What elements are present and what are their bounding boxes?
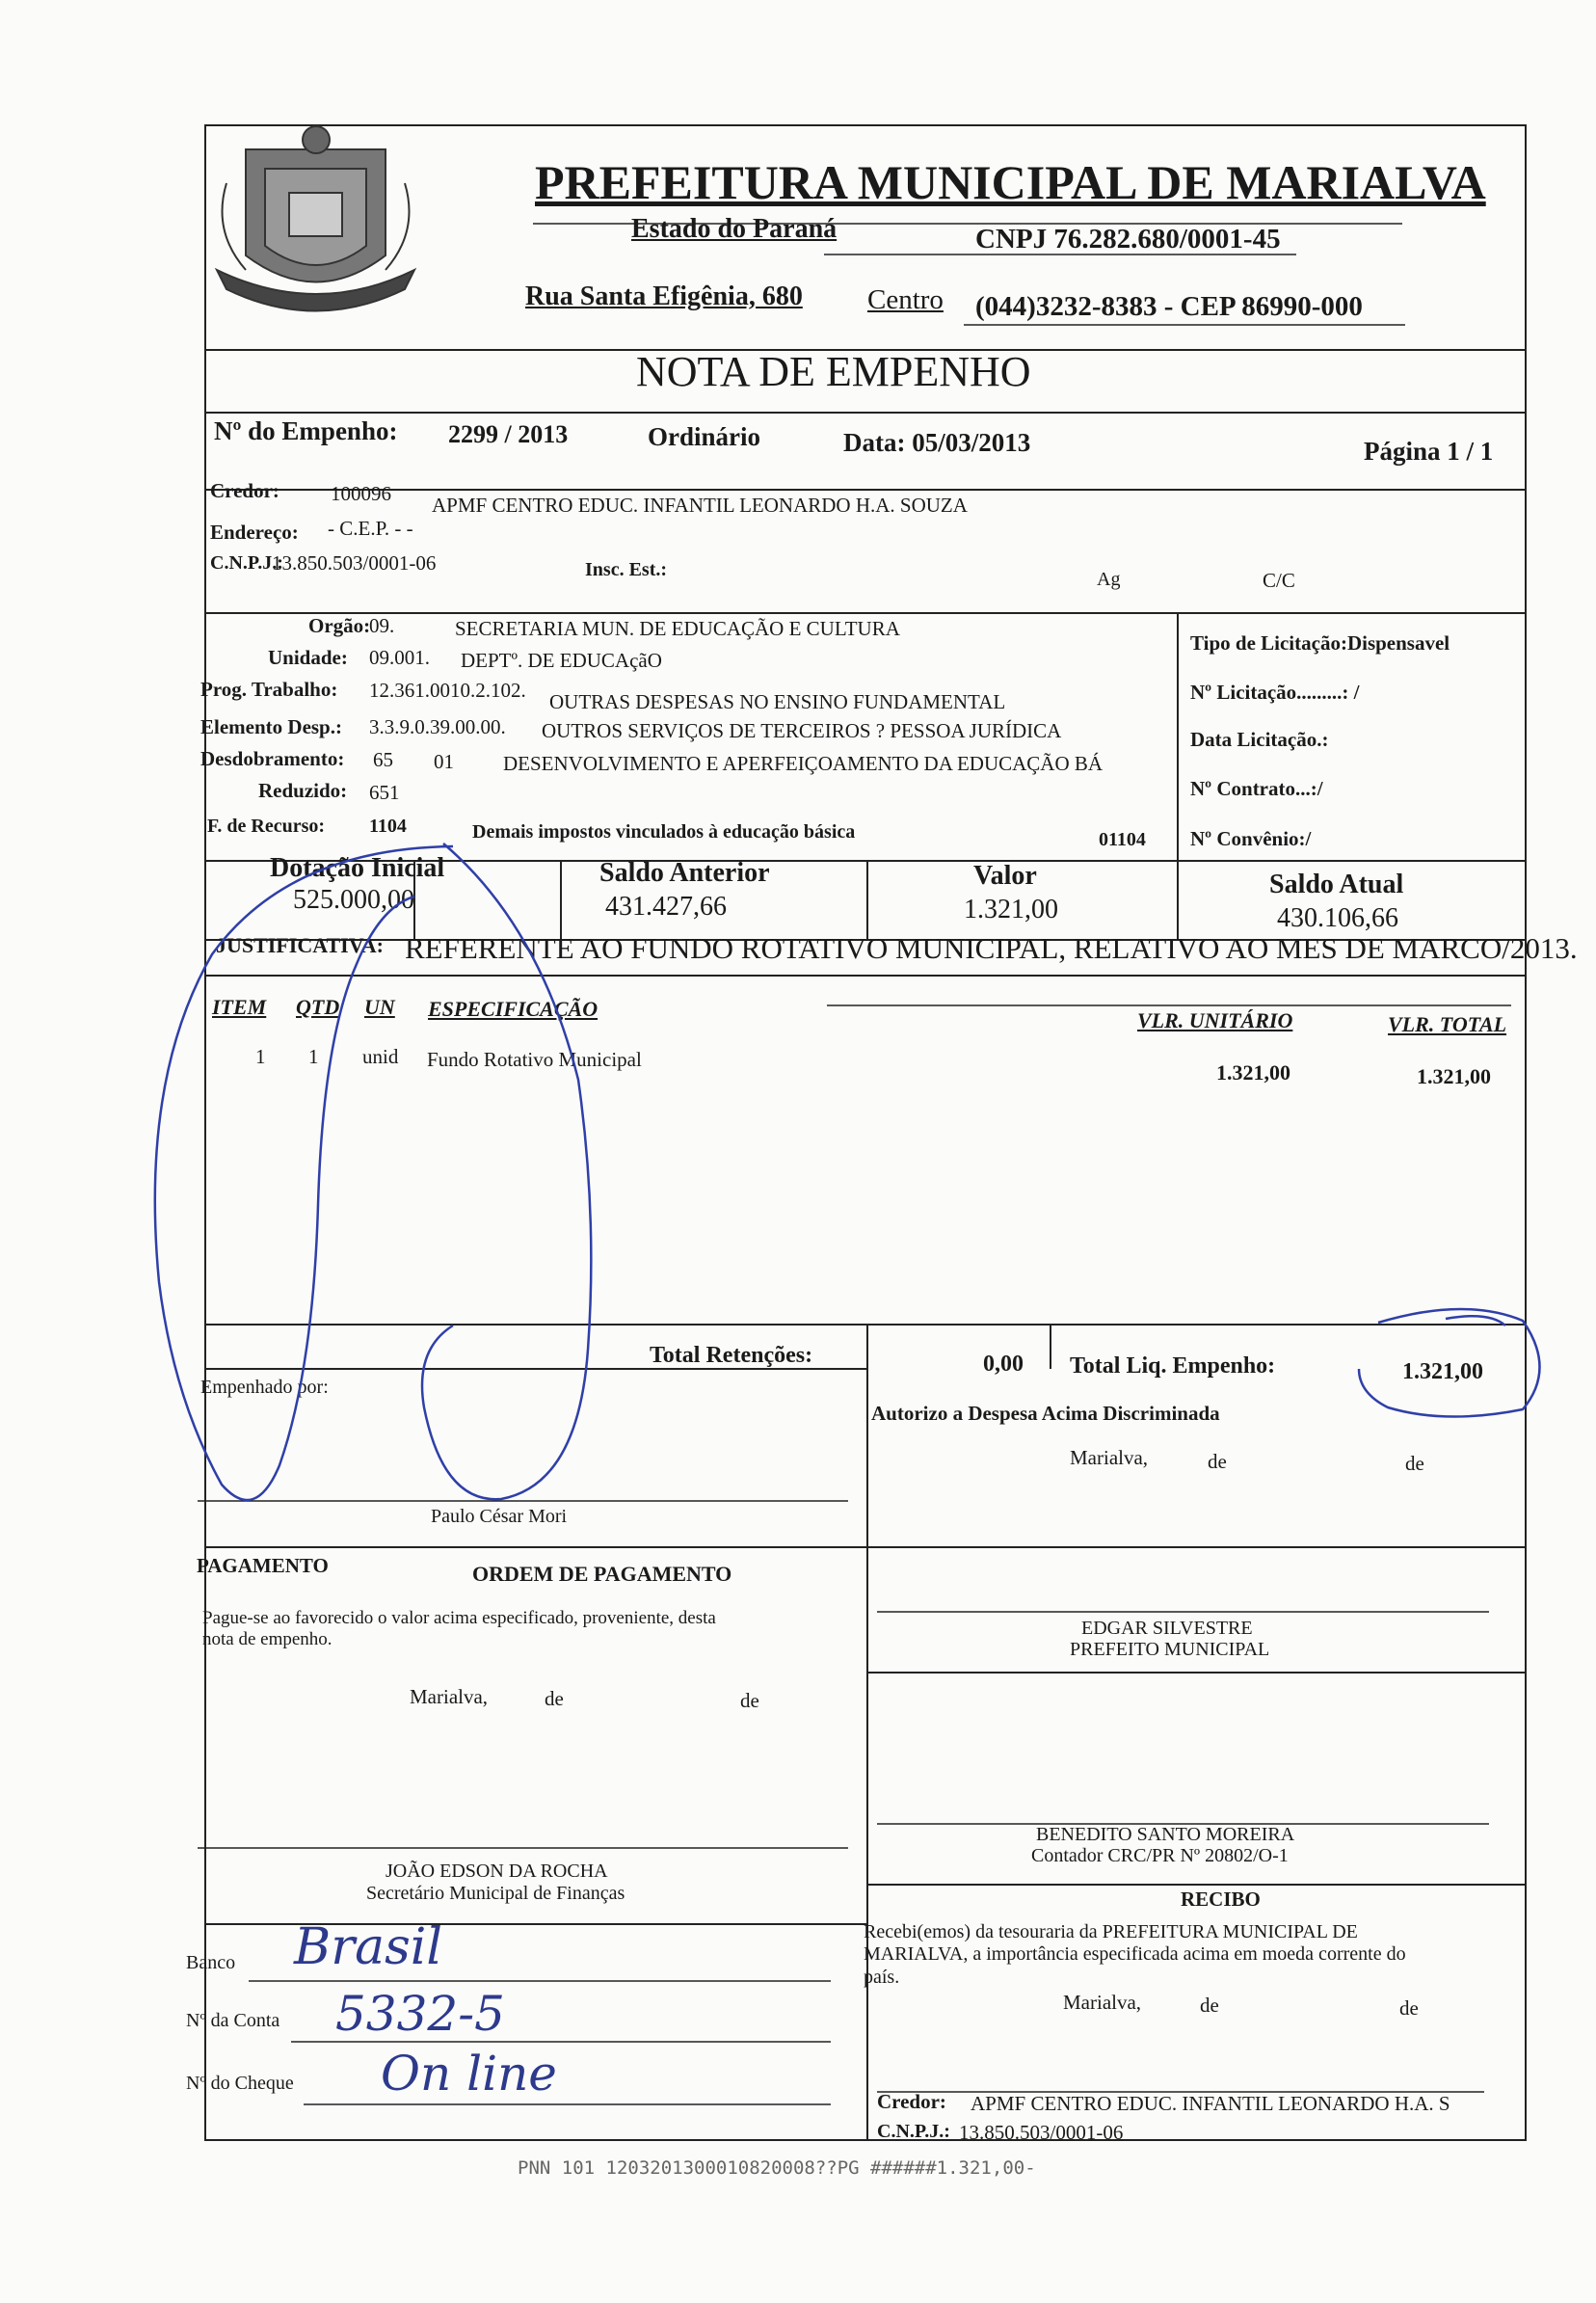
ink-oval-total <box>1359 1309 1540 1417</box>
valor-label: Valor <box>973 861 1037 891</box>
justificativa-text: REFERENTE AO FUNDO ROTATIVO MUNICIPAL, RELATIVO AO MES DE MARCO/2013. <box>405 931 1578 965</box>
recibo-cnpj: 13.850.503/0001-06 <box>959 2121 1124 2144</box>
prog-trabalho-label: Prog. Trabalho: <box>200 678 338 701</box>
row-espec: Fundo Rotativo Municipal <box>427 1048 642 1071</box>
recibo-texto-1: Recebi(emos) da tesouraria da PREFEITURA MUNICIPAL DE <box>864 1921 1358 1942</box>
credor-name: APMF CENTRO EDUC. INFANTIL LEONARDO H.A. SOUZA <box>432 494 968 517</box>
col-unit-header: VLR. UNITÁRIO <box>1137 1008 1293 1032</box>
recibo-cnpj-label: C.N.P.J.: <box>877 2121 950 2142</box>
liquido-value: 1.321,00 <box>1402 1359 1483 1384</box>
state-name: Estado do Paraná <box>631 214 838 244</box>
autorizo-de-1: de <box>1208 1450 1227 1473</box>
empenho-number: 2299 / 2013 <box>448 420 569 448</box>
orgao-label: Orgão: <box>308 614 371 637</box>
desdobramento-code1: 65 <box>373 748 393 771</box>
saldo-anterior-label: Saldo Anterior <box>599 858 770 888</box>
banco-handwritten: Brasil <box>294 1918 443 1976</box>
recibo-texto-2: MARIALVA, a importância especificada acima em moeda corrente do <box>864 1943 1406 1965</box>
secretario-nome: JOÃO EDSON DA ROCHA <box>386 1861 608 1882</box>
saldo-anterior-value: 431.427,66 <box>605 892 727 922</box>
prefeitura-title: PREFEITURA MUNICIPAL DE MARIALVA <box>535 155 1486 209</box>
retencoes-value: 0,00 <box>983 1352 1024 1377</box>
recurso-code: 1104 <box>369 816 407 837</box>
row-total-value: 1.321,00 <box>1417 1064 1491 1088</box>
numero-contrato: Nº Contrato...:/ <box>1190 777 1323 800</box>
prefeito-nome: EDGAR SILVESTRE <box>1081 1618 1253 1639</box>
prog-trabalho-name: OUTRAS DESPESAS NO ENSINO FUNDAMENTAL <box>549 690 1006 713</box>
row-item: 1 <box>255 1045 266 1068</box>
recurso-label: F. de Recurso: <box>207 816 326 837</box>
contador-nome: BENEDITO SANTO MOREIRA <box>1036 1824 1295 1845</box>
valor-value: 1.321,00 <box>964 895 1058 924</box>
empenho-date: Data: 05/03/2013 <box>843 428 1031 457</box>
phone-cep: (044)3232-8383 - CEP 86990-000 <box>975 291 1363 322</box>
col-total-header: VLR. TOTAL <box>1388 1012 1507 1036</box>
nota-empenho-title: NOTA DE EMPENHO <box>636 348 1031 395</box>
col-espec-header: ESPECIFICAÇÃO <box>428 997 598 1021</box>
pagamento-texto-1: Pague-se ao favorecido o valor acima especificado, proveniente, desta <box>202 1608 716 1628</box>
cheque-handwritten: On line <box>381 2046 557 2102</box>
insc-est-label: Insc. Est.: <box>585 559 668 580</box>
district: Centro <box>867 284 944 315</box>
address-label: Endereço: <box>210 521 299 544</box>
col-item-header: ITEM <box>212 995 267 1019</box>
prog-trabalho-code: 12.361.0010.2.102. <box>369 679 526 702</box>
desdobramento-code2: 01 <box>434 750 454 773</box>
recurso-number: 01104 <box>1099 829 1146 850</box>
col-un-header: UN <box>364 995 395 1019</box>
pagamento-de-2: de <box>740 1689 759 1712</box>
autorizo-local: Marialva, <box>1070 1446 1149 1469</box>
dotacao-value: 525.000,00 <box>293 885 414 915</box>
conta-label: Nº da Conta <box>186 2010 280 2031</box>
recibo-title: RECIBO <box>1181 1888 1261 1911</box>
saldo-atual-value: 430.106,66 <box>1277 903 1398 933</box>
pagamento-label: PAGAMENTO <box>197 1554 329 1577</box>
desdobramento-name: DESENVOLVIMENTO E APERFEIÇOAMENTO DA EDUCAÇÃO BÁ <box>503 752 1104 775</box>
secretario-cargo: Secretário Municipal de Finanças <box>366 1883 625 1904</box>
conta-handwritten: 5332-5 <box>335 1986 505 2042</box>
unidade-code: 09.001. <box>369 646 430 669</box>
tipo-licitacao: Tipo de Licitação:Dispensavel <box>1190 631 1450 655</box>
recibo-de-2: de <box>1399 1996 1419 2020</box>
prefeito-cargo: PREFEITO MUNICIPAL <box>1070 1639 1270 1660</box>
autorizo-de-2: de <box>1405 1452 1424 1475</box>
unidade-label: Unidade: <box>268 646 348 669</box>
justificativa-label: JUSTIFICATIVA: <box>216 933 385 957</box>
banco-label: Banco <box>186 1952 236 1973</box>
reduzido-value: 651 <box>369 781 400 804</box>
footer-code: PNN 101 1203201300010820008??PG ######1.321,00- <box>518 2157 1036 2179</box>
pagamento-de-1: de <box>545 1687 564 1710</box>
ink-loop-right <box>422 844 591 1499</box>
ink-loop-large <box>155 846 453 1500</box>
reduzido-label: Reduzido: <box>258 779 348 802</box>
elemento-label: Elemento Desp.: <box>200 715 342 738</box>
empenho-type: Ordinário <box>648 422 761 451</box>
empenhado-nome: Paulo César Mori <box>431 1506 568 1527</box>
recibo-texto-3: país. <box>864 1967 900 1988</box>
street-address: Rua Santa Efigênia, 680 <box>525 281 803 311</box>
ordem-pagamento: ORDEM DE PAGAMENTO <box>472 1562 732 1586</box>
numero-licitacao: Nº Licitação.........: / <box>1190 681 1360 704</box>
row-un: unid <box>362 1045 399 1068</box>
contador-cargo: Contador CRC/PR Nº 20802/O-1 <box>1031 1845 1289 1866</box>
empenho-label: Nº do Empenho: <box>214 416 398 445</box>
conta-corrente-label: C/C <box>1263 569 1295 592</box>
unidade-name: DEPTº. DE EDUCAçãO <box>461 649 662 672</box>
elemento-code: 3.3.9.0.39.00.00. <box>369 715 506 738</box>
dotacao-label: Dotação Inicial <box>270 853 445 883</box>
ink-tick <box>1446 1316 1505 1326</box>
agencia-label: Ag <box>1097 569 1121 590</box>
orgao-code: 09. <box>369 614 395 637</box>
col-qtd-header: QTD <box>296 995 340 1019</box>
row-qtd: 1 <box>308 1045 319 1068</box>
empenhado-label: Empenhado por: <box>200 1377 329 1398</box>
numero-convenio: Nº Convênio:/ <box>1190 827 1312 850</box>
saldo-atual-label: Saldo Atual <box>1269 870 1404 899</box>
pagamento-local: Marialva, <box>410 1685 489 1708</box>
autorizo-text: Autorizo a Despesa Acima Discriminada <box>871 1402 1220 1425</box>
recurso-name: Demais impostos vinculados à educação básica <box>472 821 856 843</box>
pagamento-texto-2: nota de empenho. <box>202 1629 332 1649</box>
credor-label: Credor: <box>210 479 279 502</box>
page-number: Página 1 / 1 <box>1364 437 1494 466</box>
recibo-credor-label: Credor: <box>877 2090 946 2113</box>
orgao-name: SECRETARIA MUN. DE EDUCAÇÃO E CULTURA <box>455 617 900 640</box>
data-licitacao: Data Licitação.: <box>1190 728 1329 751</box>
elemento-name: OUTROS SERVIÇOS DE TERCEIROS ? PESSOA JURÍDICA <box>542 719 1062 742</box>
cnpj-header: CNPJ 76.282.680/0001-45 <box>975 224 1281 254</box>
credor-cnpj: 13.850.503/0001-06 <box>272 551 437 575</box>
cheque-label: Nº do Cheque <box>186 2073 294 2094</box>
recibo-de-1: de <box>1200 1994 1219 2017</box>
credor-cnpj-label: C.N.P.J.: <box>210 552 283 574</box>
recibo-credor: APMF CENTRO EDUC. INFANTIL LEONARDO H.A. S <box>971 2092 1450 2115</box>
row-unit-value: 1.321,00 <box>1216 1060 1290 1085</box>
credor-code: 100096 <box>331 482 391 505</box>
liquido-label: Total Liq. Empenho: <box>1070 1353 1276 1379</box>
recibo-local: Marialva, <box>1063 1991 1142 2014</box>
retencoes-label: Total Retenções: <box>650 1343 813 1368</box>
address-value: - C.E.P. - - <box>328 517 413 540</box>
desdobramento-label: Desdobramento: <box>200 747 345 770</box>
